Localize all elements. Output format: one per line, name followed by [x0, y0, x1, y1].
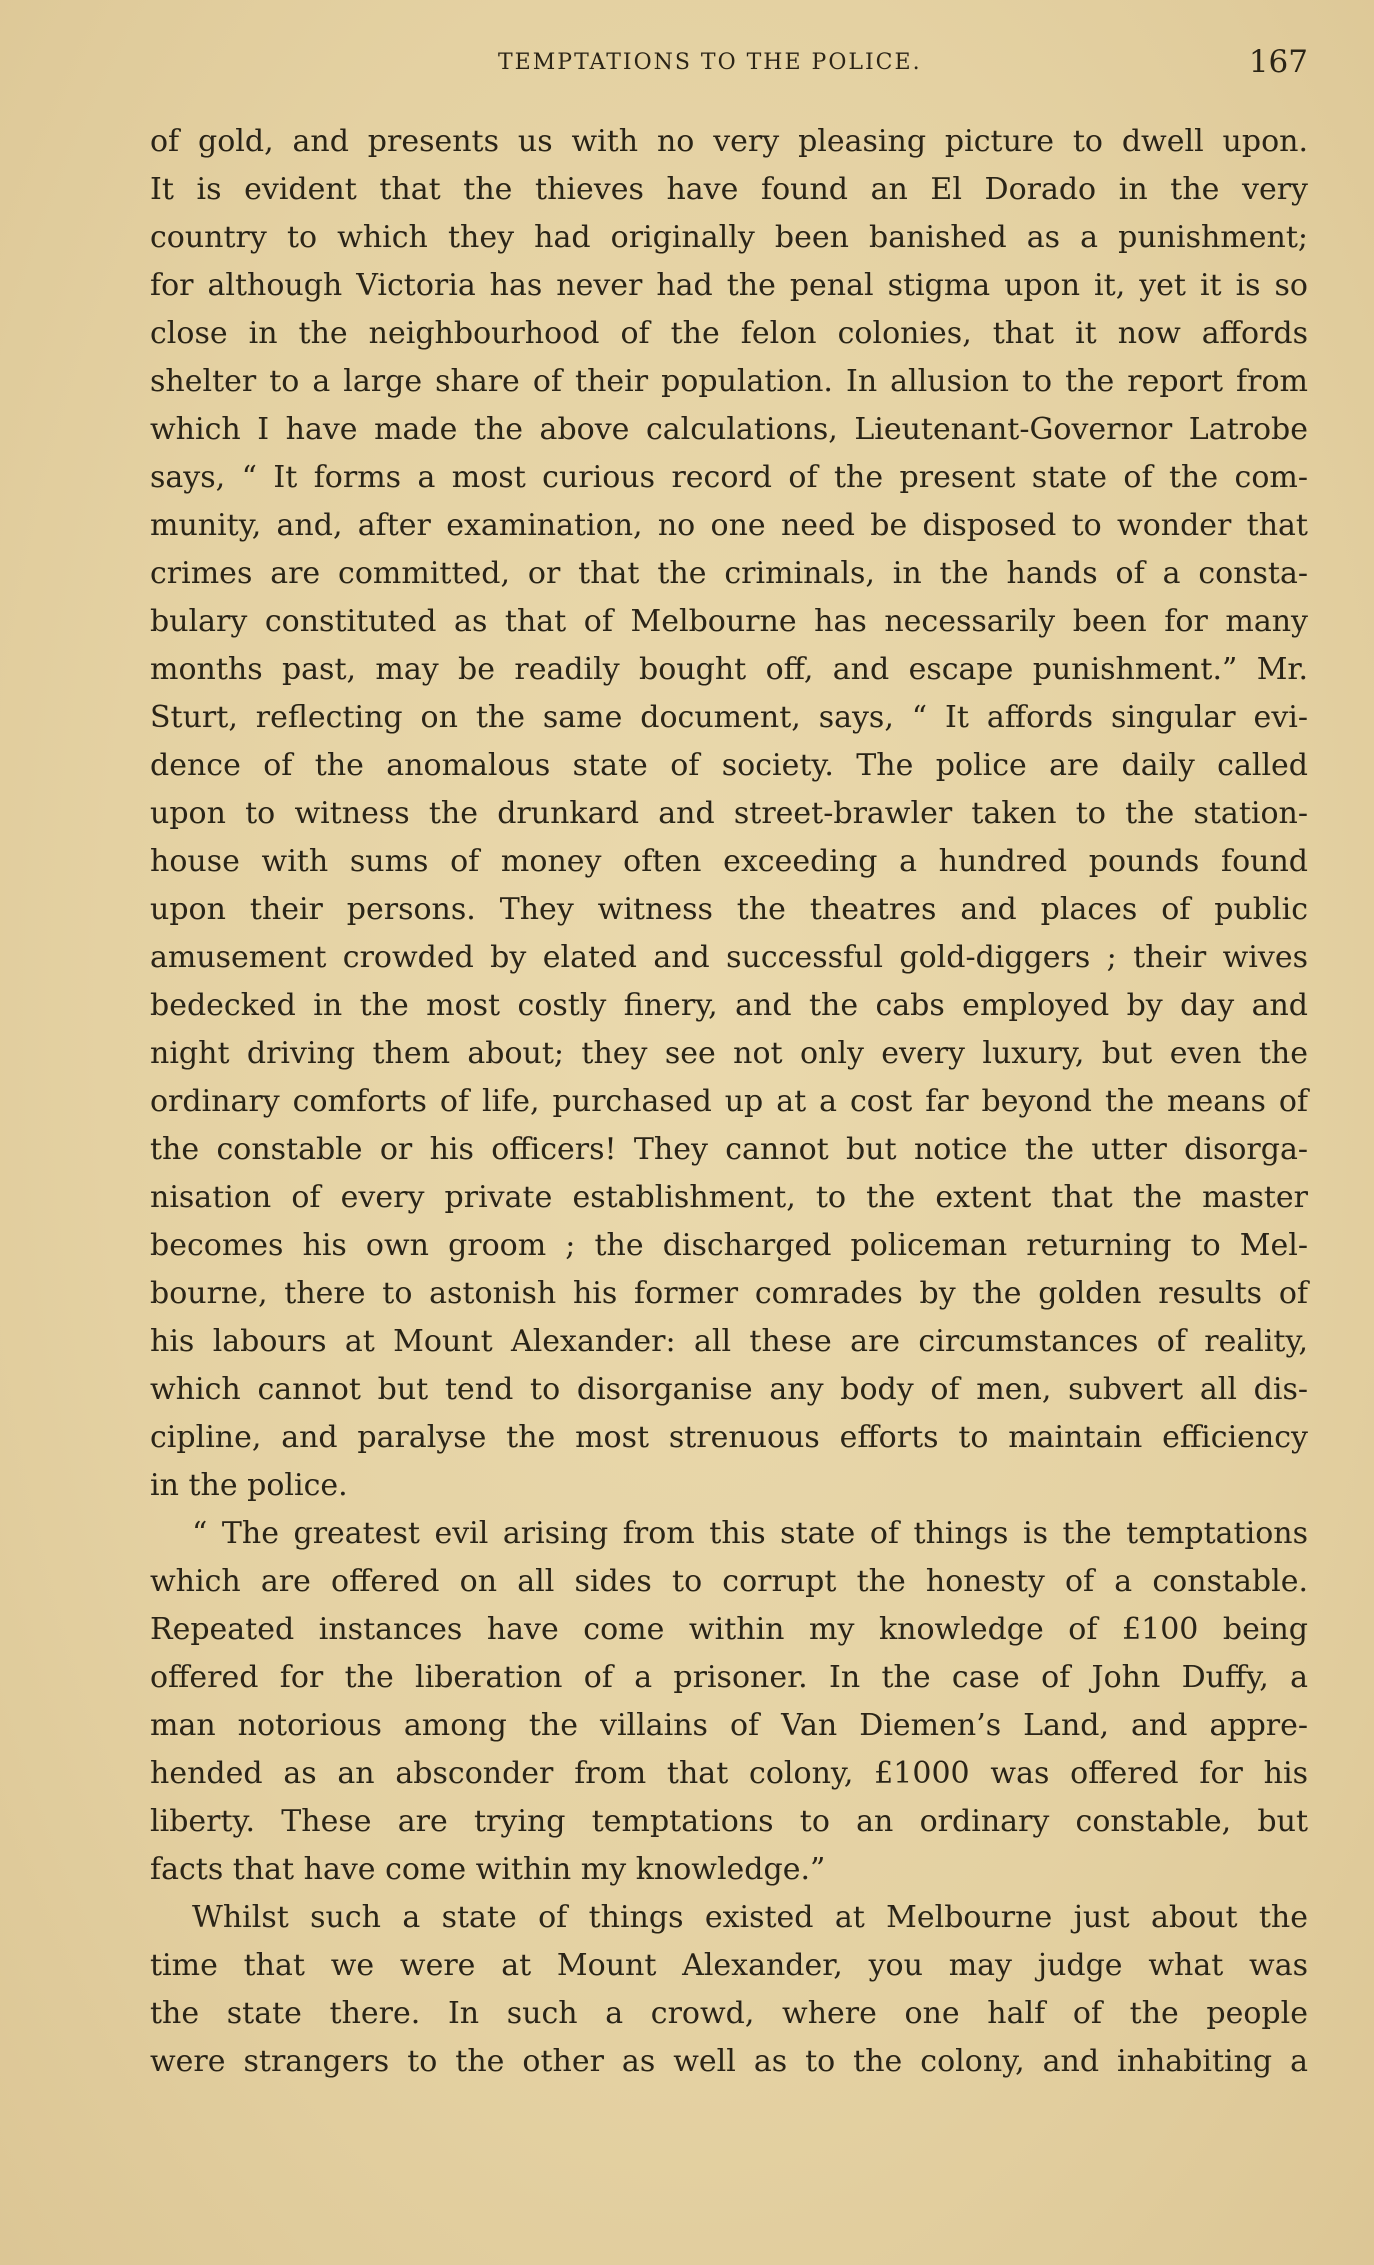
text-line: Sturt, reflecting on the same document, says, “ It affords singular evi-	[150, 700, 1308, 735]
paragraph-start-line: “ The greatest evil arising from this state of things is the temptations	[192, 1516, 1308, 1551]
text-line: becomes his own groom ; the discharged policeman returning to Mel-	[150, 1228, 1308, 1263]
text-line: hended as an absconder from that colony, £1000 was offered for his	[150, 1756, 1308, 1791]
text-line: country to which they had originally been banished as a punishment;	[150, 220, 1308, 255]
page-number: 167	[1248, 44, 1308, 80]
text-line: of gold, and presents us with no very pleasing picture to dwell upon.	[150, 124, 1308, 159]
text-line: were strangers to the other as well as to the colony, and inhabiting a	[150, 2044, 1308, 2079]
text-line: Repeated instances have come within my knowledge of £100 being	[150, 1612, 1308, 1647]
text-line: which are offered on all sides to corrupt the honesty of a constable.	[150, 1564, 1308, 1599]
text-line: ordinary comforts of life, purchased up at a cost far beyond the means of	[150, 1084, 1308, 1119]
text-line: time that we were at Mount Alexander, you may judge what was	[150, 1948, 1308, 1983]
text-line: crimes are committed, or that the criminals, in the hands of a consta-	[150, 556, 1308, 591]
text-line: liberty. These are trying temptations to an ordinary constable, but	[150, 1804, 1308, 1839]
page-header	[148, 44, 1308, 84]
text-line: man notorious among the villains of Van Diemen’s Land, and appre-	[150, 1708, 1308, 1743]
paragraph-end-line: in the police.	[150, 1468, 348, 1503]
body-text	[150, 118, 1308, 2086]
text-line: upon their persons. They witness the theatres and places of public	[150, 892, 1308, 927]
text-line: house with sums of money often exceeding a hundred pounds found	[150, 844, 1308, 879]
text-line: night driving them about; they see not only every luxury, but even the	[150, 1036, 1308, 1071]
paragraph-end-line: facts that have come within my knowledge.”	[150, 1852, 826, 1887]
text-line: amusement crowded by elated and successful gold-diggers ; their wives	[150, 940, 1308, 975]
text-line: months past, may be readily bought off, and escape punishment.” Mr.	[150, 652, 1308, 687]
text-line: for although Victoria has never had the penal stigma upon it, yet it is so	[150, 268, 1308, 303]
text-line: which I have made the above calculations, Lieutenant-Governor Latrobe	[150, 412, 1308, 447]
running-head: TEMPTATIONS TO THE POLICE.	[498, 50, 922, 75]
paragraph-start-line: Whilst such a state of things existed at Melbourne just about the	[192, 1900, 1308, 1935]
text-line: close in the neighbourhood of the felon colonies, that it now affords	[150, 316, 1308, 351]
text-line: dence of the anomalous state of society. The police are daily called	[150, 748, 1308, 783]
text-line: munity, and, after examination, no one need be disposed to wonder that	[150, 508, 1308, 543]
text-line: which cannot but tend to disorganise any body of men, subvert all dis-	[150, 1372, 1308, 1407]
text-line: upon to witness the drunkard and street-brawler taken to the station-	[150, 796, 1308, 831]
text-line: his labours at Mount Alexander: all these are circumstances of reality,	[150, 1324, 1308, 1359]
text-line: nisation of every private establishment, to the extent that the master	[150, 1180, 1308, 1215]
text-line: the state there. In such a crowd, where one half of the people	[150, 1996, 1308, 2031]
text-line: the constable or his officers! They cannot but notice the utter disorga-	[150, 1132, 1308, 1167]
text-line: bedecked in the most costly finery, and the cabs employed by day and	[150, 988, 1308, 1023]
text-line: says, “ It forms a most curious record of the present state of the com-	[150, 460, 1308, 495]
text-line: shelter to a large share of their population. In allusion to the report from	[150, 364, 1308, 399]
text-line: offered for the liberation of a prisoner. In the case of John Duffy, a	[150, 1660, 1308, 1695]
text-line: bourne, there to astonish his former comrades by the golden results of	[150, 1276, 1308, 1311]
text-line: It is evident that the thieves have found an El Dorado in the very	[150, 172, 1308, 207]
text-line: bulary constituted as that of Melbourne has necessarily been for many	[150, 604, 1308, 639]
text-line: cipline, and paralyse the most strenuous efforts to maintain efficiency	[150, 1420, 1308, 1455]
